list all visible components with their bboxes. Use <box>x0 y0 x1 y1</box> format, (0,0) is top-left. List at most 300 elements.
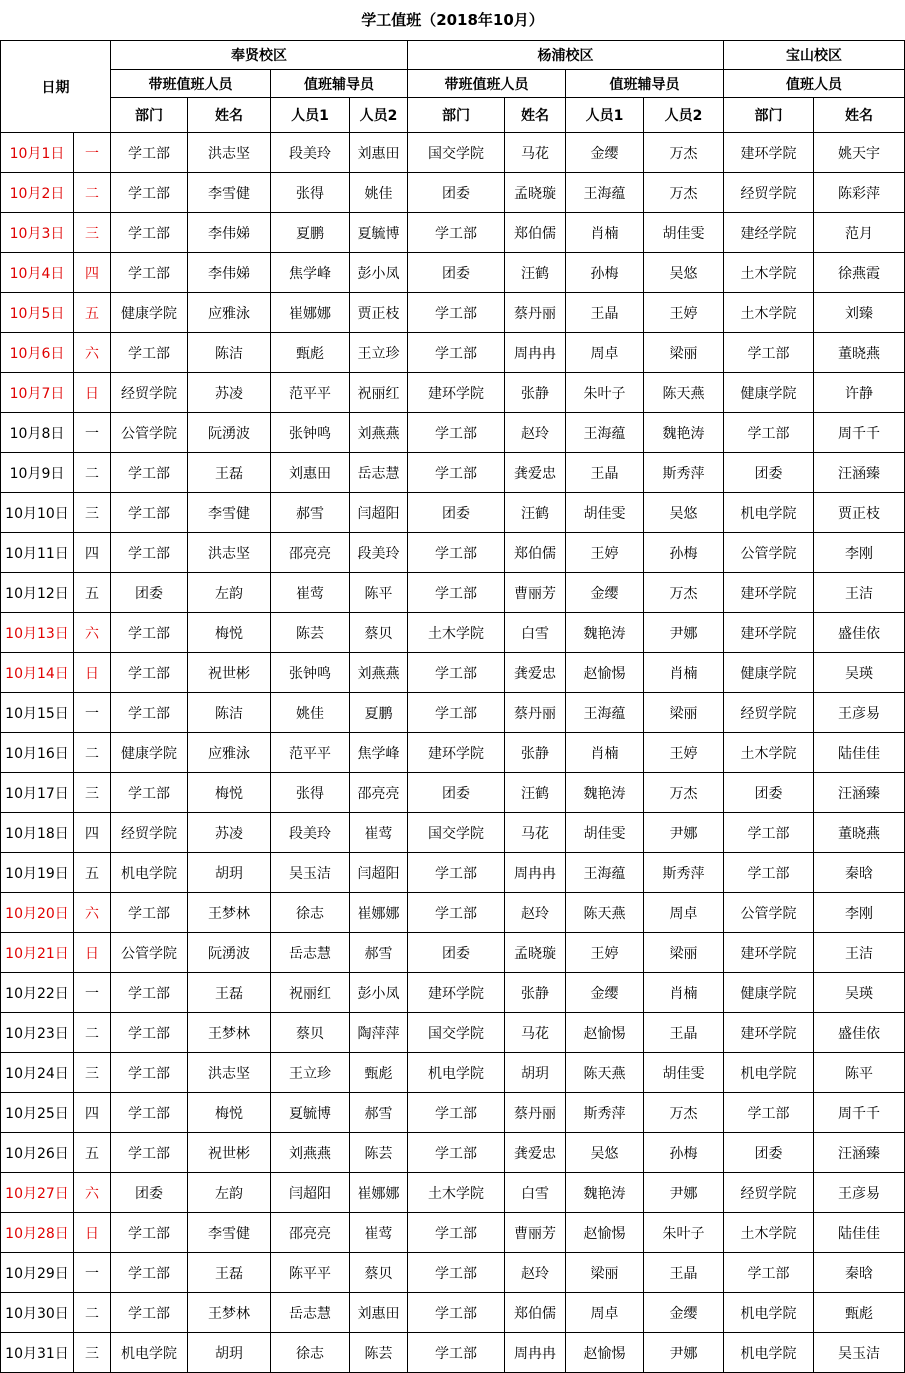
date-cell: 10月30日 <box>1 1293 74 1333</box>
yp-person2-cell: 斯秀萍 <box>644 453 724 493</box>
fx-person2-cell: 蔡贝 <box>350 1253 408 1293</box>
yp-person1-header: 人员1 <box>566 98 644 133</box>
bs-dept-cell: 建环学院 <box>724 1013 814 1053</box>
bs-name-cell: 周千千 <box>814 413 905 453</box>
bs-name-cell: 吴瑛 <box>814 653 905 693</box>
weekday-cell: 一 <box>74 693 111 733</box>
fx-person2-cell: 闫超阳 <box>350 853 408 893</box>
yp-person2-cell: 万杰 <box>644 173 724 213</box>
bs-dept-cell: 机电学院 <box>724 1293 814 1333</box>
fx-name-cell: 阮湧波 <box>188 413 271 453</box>
yp-lead-staff-header: 带班值班人员 <box>408 70 566 98</box>
fx-name-cell: 王梦林 <box>188 893 271 933</box>
fx-dept-cell: 学工部 <box>111 213 188 253</box>
date-cell: 10月29日 <box>1 1253 74 1293</box>
fx-person1-cell: 崔莺 <box>271 573 350 613</box>
fx-dept-cell: 学工部 <box>111 693 188 733</box>
fx-person2-cell: 甄彪 <box>350 1053 408 1093</box>
weekday-cell: 六 <box>74 893 111 933</box>
date-cell: 10月14日 <box>1 653 74 693</box>
table-row <box>1 453 905 493</box>
fx-dept-cell: 学工部 <box>111 173 188 213</box>
fx-dept-cell: 学工部 <box>111 1133 188 1173</box>
fx-person1-cell: 张钟鸣 <box>271 413 350 453</box>
bs-name-cell: 甄彪 <box>814 1293 905 1333</box>
yp-person1-cell: 王海蕴 <box>566 173 644 213</box>
fx-name-cell: 王梦林 <box>188 1293 271 1333</box>
bs-dept-cell: 建环学院 <box>724 573 814 613</box>
yp-person1-cell: 金缨 <box>566 133 644 173</box>
yp-dept-cell: 学工部 <box>408 853 505 893</box>
table-row <box>1 893 905 933</box>
bs-dept-cell: 团委 <box>724 1133 814 1173</box>
weekday-cell: 六 <box>74 613 111 653</box>
yp-person1-cell: 王海蕴 <box>566 413 644 453</box>
yp-dept-header: 部门 <box>408 98 505 133</box>
fx-person2-cell: 焦学峰 <box>350 733 408 773</box>
weekday-cell: 四 <box>74 533 111 573</box>
table-row <box>1 373 905 413</box>
yp-person1-cell: 王婷 <box>566 933 644 973</box>
yp-name-cell: 张静 <box>505 733 566 773</box>
fx-dept-cell: 学工部 <box>111 1213 188 1253</box>
bs-dept-cell: 经贸学院 <box>724 1173 814 1213</box>
yp-name-cell: 龚爱忠 <box>505 453 566 493</box>
fx-person2-cell: 邵亮亮 <box>350 773 408 813</box>
yp-name-cell: 张静 <box>505 973 566 1013</box>
yp-person2-cell: 梁丽 <box>644 693 724 733</box>
bs-dept-cell: 健康学院 <box>724 373 814 413</box>
yp-person1-cell: 周卓 <box>566 333 644 373</box>
table-row <box>1 493 905 533</box>
yp-person2-cell: 王晶 <box>644 1013 724 1053</box>
weekday-cell: 二 <box>74 453 111 493</box>
table-row <box>1 573 905 613</box>
date-cell: 10月6日 <box>1 333 74 373</box>
yp-dept-cell: 学工部 <box>408 333 505 373</box>
bs-name-cell: 李刚 <box>814 893 905 933</box>
table-row <box>1 773 905 813</box>
fx-person2-cell: 彭小凤 <box>350 973 408 1013</box>
date-cell: 10月4日 <box>1 253 74 293</box>
bs-dept-cell: 建环学院 <box>724 613 814 653</box>
yp-name-cell: 白雪 <box>505 1173 566 1213</box>
fx-dept-cell: 学工部 <box>111 973 188 1013</box>
fx-person2-cell: 岳志慧 <box>350 453 408 493</box>
bs-dept-cell: 学工部 <box>724 1253 814 1293</box>
weekday-cell: 五 <box>74 1133 111 1173</box>
fx-person2-header: 人员2 <box>350 98 408 133</box>
yp-dept-cell: 学工部 <box>408 293 505 333</box>
campus-fengxian-header: 奉贤校区 <box>111 41 408 70</box>
fx-person1-cell: 陈平平 <box>271 1253 350 1293</box>
fx-person1-cell: 陈芸 <box>271 613 350 653</box>
table-row <box>1 133 905 173</box>
yp-dept-cell: 学工部 <box>408 533 505 573</box>
table-row <box>1 1213 905 1253</box>
yp-person2-cell: 斯秀萍 <box>644 853 724 893</box>
weekday-cell: 五 <box>74 293 111 333</box>
yp-dept-cell: 学工部 <box>408 573 505 613</box>
table-row <box>1 1253 905 1293</box>
fx-name-cell: 祝世彬 <box>188 1133 271 1173</box>
fx-dept-cell: 学工部 <box>111 1093 188 1133</box>
yp-name-cell: 郑伯儒 <box>505 533 566 573</box>
fx-dept-cell: 学工部 <box>111 333 188 373</box>
fx-name-cell: 应雅泳 <box>188 733 271 773</box>
fx-person1-cell: 蔡贝 <box>271 1013 350 1053</box>
yp-person2-cell: 吴悠 <box>644 253 724 293</box>
date-cell: 10月13日 <box>1 613 74 653</box>
fx-dept-cell: 学工部 <box>111 1053 188 1093</box>
yp-person1-cell: 魏艳涛 <box>566 613 644 653</box>
yp-dept-cell: 团委 <box>408 493 505 533</box>
bs-dept-cell: 学工部 <box>724 413 814 453</box>
date-cell: 10月22日 <box>1 973 74 1013</box>
table-row <box>1 413 905 453</box>
yp-name-cell: 蔡丹丽 <box>505 693 566 733</box>
fx-person1-cell: 岳志慧 <box>271 933 350 973</box>
duty-table-body <box>1 133 905 1373</box>
yp-person2-cell: 胡佳雯 <box>644 1053 724 1093</box>
date-cell: 10月16日 <box>1 733 74 773</box>
table-row <box>1 613 905 653</box>
date-cell: 10月11日 <box>1 533 74 573</box>
fx-dept-cell: 学工部 <box>111 533 188 573</box>
yp-name-cell: 龚爱忠 <box>505 653 566 693</box>
table-row <box>1 213 905 253</box>
fx-person1-cell: 焦学峰 <box>271 253 350 293</box>
bs-name-cell: 汪涵臻 <box>814 453 905 493</box>
yp-person2-cell: 尹娜 <box>644 1173 724 1213</box>
bs-name-cell: 陆佳佳 <box>814 1213 905 1253</box>
fx-person1-cell: 范平平 <box>271 373 350 413</box>
fx-dept-cell: 经贸学院 <box>111 373 188 413</box>
weekday-cell: 六 <box>74 1173 111 1213</box>
yp-dept-cell: 学工部 <box>408 1213 505 1253</box>
yp-person2-cell: 肖楠 <box>644 973 724 1013</box>
yp-name-cell: 孟晓璇 <box>505 933 566 973</box>
bs-name-cell: 许静 <box>814 373 905 413</box>
bs-name-cell: 董晓燕 <box>814 333 905 373</box>
yp-name-cell: 蔡丹丽 <box>505 293 566 333</box>
fx-person2-cell: 陈芸 <box>350 1133 408 1173</box>
fx-dept-header: 部门 <box>111 98 188 133</box>
bs-name-cell: 王彦易 <box>814 693 905 733</box>
table-row <box>1 1133 905 1173</box>
fx-person2-cell: 崔娜娜 <box>350 1173 408 1213</box>
yp-person2-cell: 尹娜 <box>644 1333 724 1373</box>
yp-name-cell: 赵玲 <box>505 413 566 453</box>
fx-name-cell: 梅悦 <box>188 1093 271 1133</box>
fx-name-cell: 洪志坚 <box>188 1053 271 1093</box>
fx-dept-cell: 学工部 <box>111 1253 188 1293</box>
fx-person2-cell: 刘惠田 <box>350 1293 408 1333</box>
fx-dept-cell: 学工部 <box>111 1013 188 1053</box>
yp-dept-cell: 学工部 <box>408 1133 505 1173</box>
fx-name-cell: 李雪健 <box>188 493 271 533</box>
table-row <box>1 293 905 333</box>
fx-person1-cell: 夏毓博 <box>271 1093 350 1133</box>
fx-dept-cell: 公管学院 <box>111 933 188 973</box>
fx-person1-cell: 闫超阳 <box>271 1173 350 1213</box>
fx-name-cell: 梅悦 <box>188 613 271 653</box>
date-cell: 10月27日 <box>1 1173 74 1213</box>
yp-person2-cell: 孙梅 <box>644 1133 724 1173</box>
yp-person2-cell: 万杰 <box>644 1093 724 1133</box>
fx-person2-cell: 刘惠田 <box>350 133 408 173</box>
weekday-cell: 二 <box>74 733 111 773</box>
bs-dept-cell: 健康学院 <box>724 973 814 1013</box>
yp-person2-header: 人员2 <box>644 98 724 133</box>
yp-dept-cell: 学工部 <box>408 213 505 253</box>
fx-name-cell: 苏凌 <box>188 373 271 413</box>
fx-person2-cell: 王立珍 <box>350 333 408 373</box>
date-cell: 10月28日 <box>1 1213 74 1253</box>
yp-dept-cell: 学工部 <box>408 693 505 733</box>
yp-name-cell: 汪鹤 <box>505 253 566 293</box>
bs-name-cell: 吴瑛 <box>814 973 905 1013</box>
yp-name-cell: 张静 <box>505 373 566 413</box>
bs-dept-cell: 学工部 <box>724 853 814 893</box>
bs-name-cell: 王彦易 <box>814 1173 905 1213</box>
weekday-cell: 二 <box>74 1013 111 1053</box>
yp-person1-cell: 孙梅 <box>566 253 644 293</box>
yp-dept-cell: 学工部 <box>408 1333 505 1373</box>
fx-name-cell: 洪志坚 <box>188 133 271 173</box>
fx-name-cell: 李雪健 <box>188 1213 271 1253</box>
bs-dept-cell: 经贸学院 <box>724 693 814 733</box>
fx-person1-cell: 邵亮亮 <box>271 533 350 573</box>
yp-person2-cell: 万杰 <box>644 133 724 173</box>
yp-dept-cell: 团委 <box>408 933 505 973</box>
fx-person2-cell: 郝雪 <box>350 933 408 973</box>
yp-dept-cell: 学工部 <box>408 653 505 693</box>
table-row <box>1 853 905 893</box>
fx-person1-cell: 吴玉洁 <box>271 853 350 893</box>
fx-name-cell: 祝世彬 <box>188 653 271 693</box>
bs-name-cell: 王洁 <box>814 573 905 613</box>
yp-name-cell: 胡玥 <box>505 1053 566 1093</box>
fx-person2-cell: 姚佳 <box>350 173 408 213</box>
bs-name-cell: 陆佳佳 <box>814 733 905 773</box>
fx-dept-cell: 学工部 <box>111 613 188 653</box>
fx-person2-cell: 夏毓博 <box>350 213 408 253</box>
fx-person1-header: 人员1 <box>271 98 350 133</box>
yp-person2-cell: 胡佳雯 <box>644 213 724 253</box>
table-row <box>1 333 905 373</box>
yp-person1-cell: 肖楠 <box>566 213 644 253</box>
bs-name-cell: 王洁 <box>814 933 905 973</box>
fx-dept-cell: 学工部 <box>111 773 188 813</box>
yp-person1-cell: 周卓 <box>566 1293 644 1333</box>
bs-name-cell: 盛佳依 <box>814 613 905 653</box>
date-cell: 10月15日 <box>1 693 74 733</box>
yp-name-cell: 赵玲 <box>505 893 566 933</box>
fx-name-cell: 洪志坚 <box>188 533 271 573</box>
date-cell: 10月24日 <box>1 1053 74 1093</box>
fx-name-cell: 陈洁 <box>188 333 271 373</box>
yp-person1-cell: 斯秀萍 <box>566 1093 644 1133</box>
bs-name-cell: 李刚 <box>814 533 905 573</box>
bs-name-cell: 盛佳依 <box>814 1013 905 1053</box>
fx-person1-cell: 张得 <box>271 173 350 213</box>
fx-person2-cell: 郝雪 <box>350 1093 408 1133</box>
table-row <box>1 1293 905 1333</box>
yp-person1-cell: 赵愉惕 <box>566 1333 644 1373</box>
fx-name-cell: 胡玥 <box>188 1333 271 1373</box>
fx-name-cell: 李雪健 <box>188 173 271 213</box>
yp-name-cell: 马花 <box>505 813 566 853</box>
fx-person1-cell: 张钟鸣 <box>271 653 350 693</box>
yp-dept-cell: 建环学院 <box>408 373 505 413</box>
fx-person1-cell: 徐志 <box>271 1333 350 1373</box>
date-cell: 10月3日 <box>1 213 74 253</box>
bs-dept-cell: 建环学院 <box>724 933 814 973</box>
table-row <box>1 693 905 733</box>
fx-name-cell: 李伟娣 <box>188 253 271 293</box>
bs-dept-cell: 土木学院 <box>724 733 814 773</box>
fx-person2-cell: 崔莺 <box>350 1213 408 1253</box>
bs-dept-cell: 机电学院 <box>724 493 814 533</box>
fx-name-cell: 王梦林 <box>188 1013 271 1053</box>
fx-person1-cell: 段美玲 <box>271 813 350 853</box>
weekday-cell: 六 <box>74 333 111 373</box>
fx-person2-cell: 夏鹏 <box>350 693 408 733</box>
yp-person1-cell: 陈天燕 <box>566 893 644 933</box>
yp-person1-cell: 吴悠 <box>566 1133 644 1173</box>
weekday-cell: 五 <box>74 573 111 613</box>
yp-person2-cell: 肖楠 <box>644 653 724 693</box>
bs-name-cell: 周千千 <box>814 1093 905 1133</box>
yp-dept-cell: 国交学院 <box>408 1013 505 1053</box>
fx-person2-cell: 陈平 <box>350 573 408 613</box>
table-row <box>1 1053 905 1093</box>
yp-dept-cell: 学工部 <box>408 453 505 493</box>
yp-name-cell: 郑伯儒 <box>505 1293 566 1333</box>
table-row <box>1 933 905 973</box>
table-row <box>1 813 905 853</box>
fx-dept-cell: 学工部 <box>111 493 188 533</box>
yp-person2-cell: 王婷 <box>644 733 724 773</box>
table-row <box>1 173 905 213</box>
yp-person1-cell: 陈天燕 <box>566 1053 644 1093</box>
fx-person2-cell: 闫超阳 <box>350 493 408 533</box>
yp-person2-cell: 尹娜 <box>644 813 724 853</box>
yp-name-cell: 马花 <box>505 1013 566 1053</box>
bs-dept-cell: 团委 <box>724 773 814 813</box>
weekday-cell: 四 <box>74 813 111 853</box>
yp-person2-cell: 王晶 <box>644 1253 724 1293</box>
duty-table <box>0 40 905 1373</box>
fx-person2-cell: 祝丽红 <box>350 373 408 413</box>
fx-name-cell: 陈洁 <box>188 693 271 733</box>
fx-dept-cell: 学工部 <box>111 133 188 173</box>
date-cell: 10月25日 <box>1 1093 74 1133</box>
fx-person1-cell: 刘惠田 <box>271 453 350 493</box>
date-cell: 10月10日 <box>1 493 74 533</box>
bs-dept-cell: 建环学院 <box>724 133 814 173</box>
yp-dept-cell: 土木学院 <box>408 613 505 653</box>
fx-person1-cell: 姚佳 <box>271 693 350 733</box>
weekday-cell: 日 <box>74 373 111 413</box>
bs-name-cell: 陈彩萍 <box>814 173 905 213</box>
yp-dept-cell: 学工部 <box>408 1293 505 1333</box>
yp-person1-cell: 赵愉惕 <box>566 1013 644 1053</box>
date-cell: 10月19日 <box>1 853 74 893</box>
yp-name-header: 姓名 <box>505 98 566 133</box>
yp-person1-cell: 胡佳雯 <box>566 813 644 853</box>
bs-name-cell: 秦晗 <box>814 853 905 893</box>
table-row <box>1 973 905 1013</box>
table-row <box>1 253 905 293</box>
yp-dept-cell: 机电学院 <box>408 1053 505 1093</box>
bs-name-cell: 徐燕霞 <box>814 253 905 293</box>
table-row <box>1 1173 905 1213</box>
bs-name-cell: 范月 <box>814 213 905 253</box>
yp-person1-cell: 王婷 <box>566 533 644 573</box>
table-row <box>1 1333 905 1373</box>
yp-person1-cell: 魏艳涛 <box>566 1173 644 1213</box>
yp-name-cell: 周冉冉 <box>505 333 566 373</box>
date-cell: 10月9日 <box>1 453 74 493</box>
fx-person2-cell: 段美玲 <box>350 533 408 573</box>
weekday-cell: 三 <box>74 493 111 533</box>
date-cell: 10月17日 <box>1 773 74 813</box>
yp-person1-cell: 赵愉惕 <box>566 653 644 693</box>
yp-name-cell: 汪鹤 <box>505 493 566 533</box>
fx-name-cell: 胡玥 <box>188 853 271 893</box>
fx-person2-cell: 刘燕燕 <box>350 413 408 453</box>
yp-dept-cell: 建环学院 <box>408 973 505 1013</box>
bs-dept-cell: 土木学院 <box>724 1213 814 1253</box>
fx-name-cell: 王磊 <box>188 453 271 493</box>
weekday-cell: 二 <box>74 173 111 213</box>
fx-name-cell: 李伟娣 <box>188 213 271 253</box>
yp-dept-cell: 土木学院 <box>408 1173 505 1213</box>
fx-name-header: 姓名 <box>188 98 271 133</box>
date-cell: 10月8日 <box>1 413 74 453</box>
bs-name-header: 姓名 <box>814 98 905 133</box>
bs-dept-header: 部门 <box>724 98 814 133</box>
fx-lead-staff-header: 带班值班人员 <box>111 70 271 98</box>
yp-person1-cell: 朱叶子 <box>566 373 644 413</box>
fx-dept-cell: 学工部 <box>111 653 188 693</box>
bs-dept-cell: 团委 <box>724 453 814 493</box>
fx-name-cell: 左韵 <box>188 1173 271 1213</box>
yp-name-cell: 汪鹤 <box>505 773 566 813</box>
fx-person1-cell: 段美玲 <box>271 133 350 173</box>
yp-dept-cell: 学工部 <box>408 413 505 453</box>
date-cell: 10月2日 <box>1 173 74 213</box>
bs-dept-cell: 公管学院 <box>724 893 814 933</box>
fx-dept-cell: 健康学院 <box>111 293 188 333</box>
fx-dept-cell: 健康学院 <box>111 733 188 773</box>
fx-person1-cell: 夏鹏 <box>271 213 350 253</box>
weekday-cell: 日 <box>74 933 111 973</box>
bs-dept-cell: 经贸学院 <box>724 173 814 213</box>
weekday-cell: 三 <box>74 213 111 253</box>
yp-dept-cell: 学工部 <box>408 893 505 933</box>
fx-person1-cell: 岳志慧 <box>271 1293 350 1333</box>
fx-name-cell: 王磊 <box>188 1253 271 1293</box>
fx-person2-cell: 蔡贝 <box>350 613 408 653</box>
weekday-cell: 四 <box>74 253 111 293</box>
weekday-cell: 一 <box>74 413 111 453</box>
yp-person1-cell: 赵愉惕 <box>566 1213 644 1253</box>
date-cell: 10月1日 <box>1 133 74 173</box>
yp-person2-cell: 金缨 <box>644 1293 724 1333</box>
